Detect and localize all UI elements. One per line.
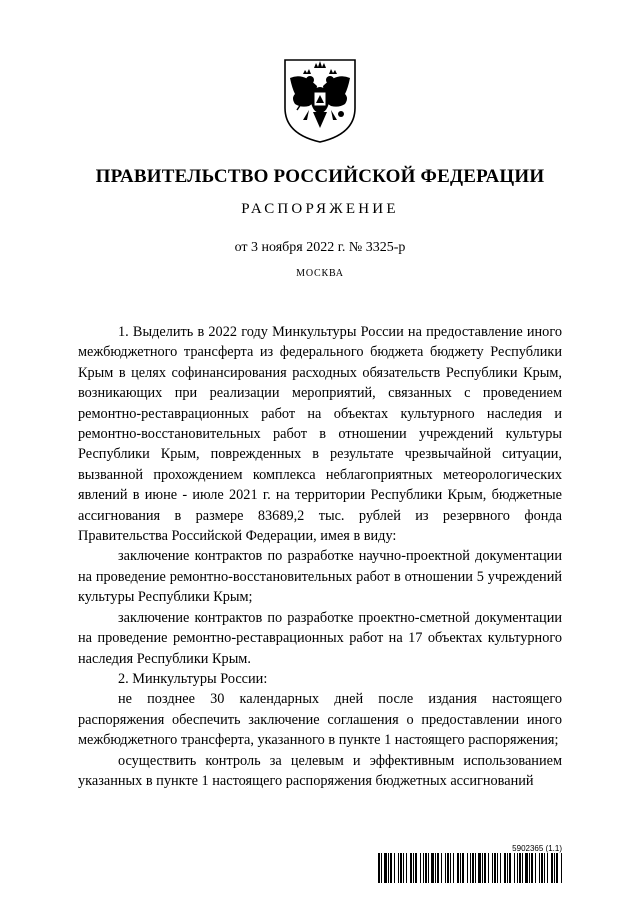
paragraph-2: 2. Минкультуры России: (118, 670, 268, 687)
barcode-number: 5902365 (1.1) (512, 844, 562, 853)
government-title: ПРАВИТЕЛЬСТВО РОССИЙСКОЙ ФЕДЕРАЦИИ (95, 166, 545, 187)
paragraph-1: 1. Выделить в 2022 году Минкультуры России на предоставление иного межбюджетного трансферта из федерального бюджета бюджету Республики Крым в целях софинансирования расходных обязательств Республики Крым, возникающих при реализации мероприятий, связанных с проведением ремонтно-реставрационных работ на объектах культурного наследия и ремонтно-восстановительных работ в отношении учреждений культуры Республики Крым, поврежденных в результате чрезвычайной ситуации, вызванной прохождением комплекса неблагоприятных метеорологических явлений в июне - июле 2021 г. на территории Республики Крым, бюджетные ассигнования в размере 83689,2 тыс. рублей из резервного фонда Правительства Российской Федерации, имея в виду: (78, 324, 562, 545)
document-body (78, 322, 562, 791)
document-date-number: от 3 ноября 2022 г. № 3325-р (234, 240, 406, 255)
document-type: РАСПОРЯЖЕНИЕ (241, 201, 399, 217)
paragraph-1a: заключение контрактов по разработке научно-проектной документации на проведение ремонтно-восстановительных работ в отношении 5 учреждений культуры Республики Крым; (78, 548, 562, 606)
barcode-image (378, 853, 562, 883)
paragraph-2b: осуществить контроль за целевым и эффективным использованием указанных в пункте 1 настоящего распоряжения бюджетных ассигнований (78, 752, 562, 789)
paragraph-1b: заключение контрактов по разработке проектно-сметной документации на проведение ремонтно-реставрационных работ на 17 объектах культурного наследия Республики Крым. (78, 609, 562, 667)
paragraph-2a: не позднее 30 календарных дней после издания настоящего распоряжения обеспечить заключение соглашения о предоставлении иного межбюджетного трансферта, указанного в пункте 1 настоящего распоряжения; (78, 691, 562, 749)
city-name: МОСКВА (296, 268, 344, 279)
coat-of-arms-emblem (283, 58, 357, 144)
